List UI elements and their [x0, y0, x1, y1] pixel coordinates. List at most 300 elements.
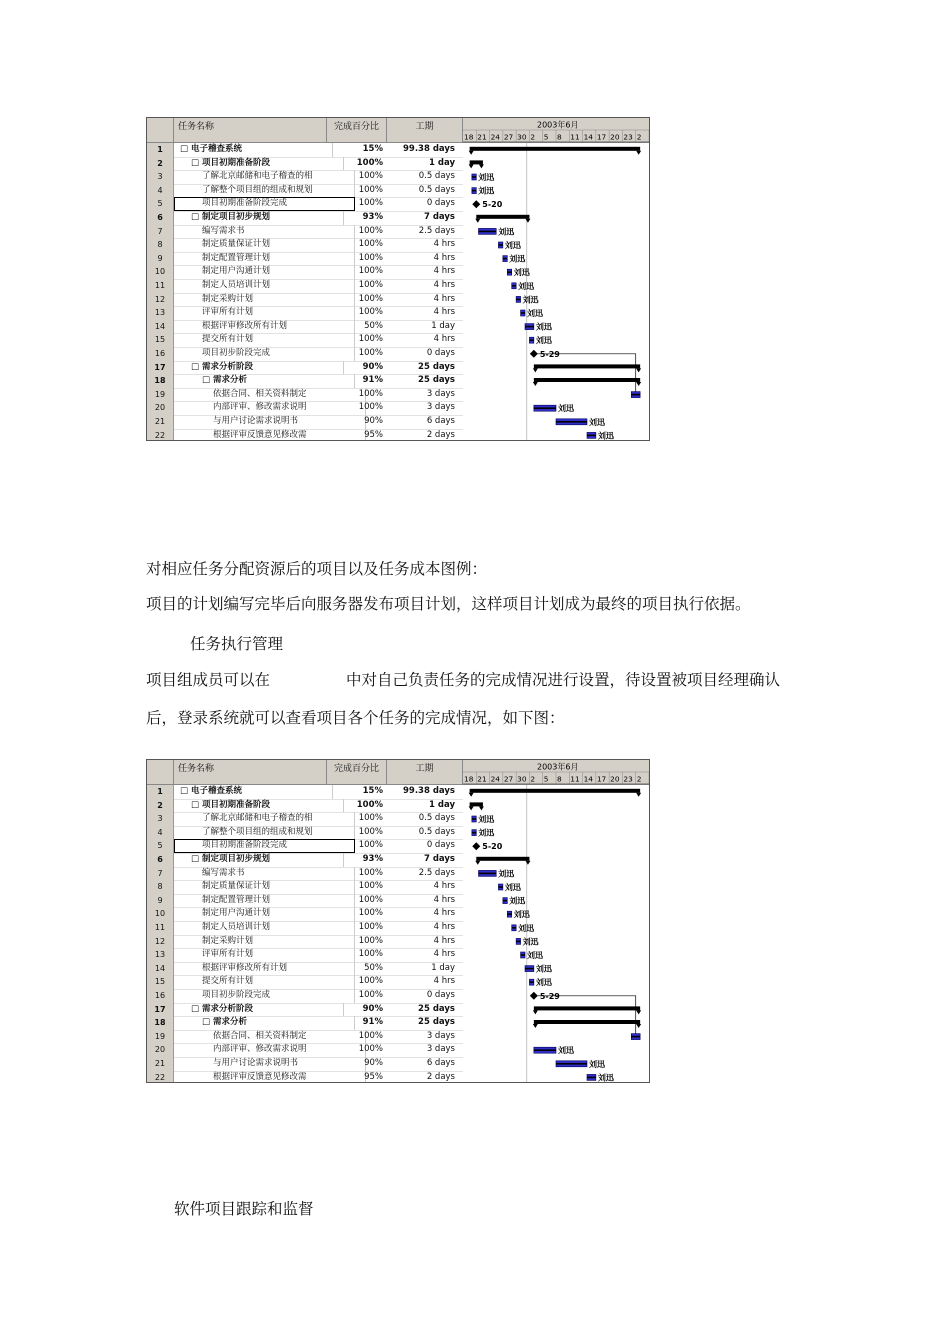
day-label: 5 [543, 774, 549, 784]
task-row[interactable] [147, 170, 463, 185]
row-number: 19 [147, 388, 174, 402]
task-percent: 100% [358, 935, 383, 946]
task-percent: 100% [358, 840, 383, 851]
task-name: 根据评审修改所有计划 [174, 962, 355, 976]
task-row[interactable] [147, 894, 463, 909]
gantt-chart [463, 760, 649, 1082]
row-number: 20 [147, 1043, 174, 1057]
task-duration: 4 hrs [433, 293, 455, 304]
task-row[interactable] [147, 143, 463, 158]
summary-bar [476, 215, 529, 219]
header-corner [147, 760, 174, 784]
para-view-progress: 后，登录系统就可以查看项目各个任务的完成情况，如下图： [146, 709, 565, 727]
row-number: 17 [147, 1003, 174, 1017]
day-label: 27 [503, 774, 514, 784]
task-name: 与用户讨论需求说明书 [174, 415, 366, 429]
task-row[interactable] [147, 880, 463, 895]
task-percent: 100% [356, 799, 383, 810]
day-label: 21 [477, 132, 487, 142]
milestone-diamond [530, 992, 538, 1000]
task-duration: 25 days [418, 1003, 455, 1014]
task-percent: 100% [358, 1044, 383, 1055]
day-label: 2 [636, 132, 642, 142]
header-percent[interactable]: 完成百分比 [327, 760, 387, 784]
task-row[interactable] [147, 867, 463, 882]
task-row[interactable] [147, 252, 463, 267]
task-duration: 4 hrs [433, 881, 455, 892]
task-percent: 100% [358, 867, 383, 878]
task-row[interactable] [147, 347, 463, 362]
task-percent: 100% [358, 990, 383, 1000]
task-row[interactable] [147, 962, 463, 977]
task-percent: 100% [358, 239, 383, 250]
summary-cap [469, 151, 474, 155]
task-progress [498, 244, 502, 246]
task-duration: 2 days [426, 429, 455, 440]
task-percent: 100% [358, 171, 383, 182]
task-duration: 3 days [426, 388, 455, 399]
task-name: 制定人员培训计划 [174, 921, 355, 935]
heading-tracking-monitoring: 软件项目跟踪和监督 [174, 1200, 314, 1218]
summary-cap [469, 806, 474, 810]
summary-cap [533, 1024, 538, 1028]
task-row[interactable] [147, 238, 463, 253]
task-percent: 15% [362, 786, 383, 796]
summary-cap [636, 1010, 641, 1014]
task-row[interactable] [147, 785, 463, 800]
task-duration: 25 days [418, 361, 455, 372]
summary-bar [470, 789, 640, 793]
row-number: 4 [147, 184, 174, 198]
task-row[interactable] [147, 333, 463, 348]
row-number: 20 [147, 401, 174, 415]
row-number: 1 [147, 785, 174, 799]
summary-cap [475, 861, 480, 865]
header-duration[interactable]: 工期 [387, 118, 463, 142]
task-duration: 4 hrs [433, 307, 455, 318]
day-label: 30 [517, 774, 527, 784]
resource-label: 刘迅 [558, 404, 574, 414]
task-percent: 100% [358, 198, 383, 209]
gantt-screenshot-1 [146, 117, 650, 441]
row-number: 19 [147, 1030, 174, 1044]
task-duration: 99.38 days [402, 144, 455, 154]
summary-cap [636, 793, 641, 797]
summary-cap [636, 151, 641, 155]
task-name: 了解整个项目组的组成和规划 [174, 826, 355, 840]
task-progress [525, 326, 534, 328]
task-duration: 1 day [429, 799, 455, 810]
day-label: 8 [557, 774, 562, 784]
task-row[interactable] [147, 799, 463, 814]
task-progress [631, 1036, 640, 1038]
task-progress [529, 981, 533, 983]
resource-label: 刘迅 [558, 1046, 574, 1056]
row-number: 15 [147, 975, 174, 989]
task-row[interactable] [147, 320, 463, 335]
resource-label: 刘迅 [589, 417, 605, 427]
task-duration: 3 days [426, 1044, 455, 1055]
task-row[interactable] [147, 839, 463, 854]
day-label: 8 [557, 132, 562, 142]
task-percent: 100% [358, 949, 383, 960]
row-number: 16 [147, 347, 174, 361]
day-label: 17 [596, 132, 607, 142]
day-label: 5 [543, 132, 549, 142]
task-row[interactable] [147, 184, 463, 199]
task-name: □ 制定项目初步规划 [174, 853, 344, 867]
resource-label: 刘迅 [509, 896, 526, 906]
task-progress [507, 913, 511, 915]
task-row[interactable] [147, 157, 463, 172]
task-duration: 4 hrs [433, 949, 455, 960]
summary-bar [534, 1020, 640, 1024]
task-row[interactable] [147, 211, 463, 226]
task-percent: 100% [358, 348, 383, 358]
resource-label: 刘迅 [498, 869, 515, 879]
task-percent: 93% [362, 854, 383, 864]
summary-cap [636, 368, 641, 372]
day-label: 14 [583, 774, 593, 784]
task-name: 编写需求书 [174, 225, 355, 239]
task-duration: 6 days [426, 1058, 455, 1068]
task-percent: 90% [364, 416, 383, 426]
task-percent: 90% [362, 1003, 383, 1014]
task-duration: 4 hrs [433, 334, 455, 345]
task-progress [516, 941, 520, 943]
summary-cap [469, 793, 474, 797]
task-name: 根据评审反馈意见修改需 [174, 1071, 366, 1083]
task-row[interactable] [147, 415, 463, 430]
row-number: 21 [147, 1057, 174, 1071]
task-name: 项目初期准备阶段完成 [174, 197, 355, 211]
row-number: 13 [147, 306, 174, 320]
resource-label: 刘迅 [597, 431, 614, 440]
task-row[interactable] [147, 921, 463, 936]
task-name: 了解北京邮储和电子稽查的相 [174, 170, 355, 184]
milestone-label: 5-29 [539, 349, 560, 359]
task-name: 提交所有计划 [174, 333, 355, 347]
day-label: 11 [570, 774, 580, 784]
task-name: □ 项目初期准备阶段 [174, 157, 344, 171]
resource-label: 刘迅 [527, 309, 543, 318]
task-row[interactable] [147, 826, 463, 841]
row-number: 5 [147, 197, 174, 211]
task-duration: 2.5 days [418, 867, 455, 878]
task-duration: 0.5 days [418, 813, 455, 824]
task-name: 制定质量保证计划 [174, 880, 355, 894]
row-number: 21 [147, 415, 174, 429]
row-number: 14 [147, 320, 174, 334]
task-row[interactable] [147, 1043, 463, 1058]
task-name: 制定采购计划 [174, 935, 355, 949]
summary-cap [469, 164, 474, 168]
task-progress [512, 285, 516, 287]
day-label: 11 [570, 132, 580, 142]
task-duration: 6 days [426, 416, 455, 426]
task-name: 了解整个项目组的组成和规划 [174, 184, 355, 198]
task-progress [507, 271, 511, 273]
task-row[interactable] [147, 225, 463, 240]
row-number: 2 [147, 799, 174, 813]
task-duration: 1 day [431, 320, 455, 331]
task-duration: 4 hrs [433, 266, 455, 277]
milestone-diamond [472, 200, 480, 208]
task-duration: 4 hrs [433, 908, 455, 919]
row-number: 3 [147, 812, 174, 826]
task-percent: 100% [358, 252, 383, 263]
task-row[interactable] [147, 279, 463, 294]
task-name: 制定配置管理计划 [174, 252, 355, 266]
row-number: 16 [147, 989, 174, 1003]
task-percent: 100% [358, 293, 383, 304]
row-number: 22 [147, 429, 174, 441]
task-progress [631, 394, 640, 396]
task-progress [472, 176, 476, 178]
resource-label: 刘迅 [478, 828, 495, 838]
resource-label: 刘迅 [478, 173, 495, 182]
task-progress [472, 190, 476, 192]
task-duration: 0 days [426, 840, 455, 851]
task-percent: 100% [358, 334, 383, 345]
task-row[interactable] [147, 306, 463, 321]
row-number: 17 [147, 361, 174, 375]
task-percent: 93% [362, 212, 383, 222]
task-name: 依据合同、相关资料制定 [174, 1030, 366, 1044]
task-row[interactable] [147, 197, 463, 212]
task-progress [529, 339, 533, 341]
task-name: □ 需求分析阶段 [174, 361, 344, 375]
task-row[interactable] [147, 401, 463, 416]
task-percent: 100% [358, 826, 383, 837]
task-percent: 91% [362, 375, 383, 386]
task-row[interactable] [147, 1016, 463, 1031]
row-number: 9 [147, 252, 174, 266]
task-progress [479, 231, 497, 233]
task-percent: 91% [362, 1017, 383, 1028]
task-duration: 25 days [418, 375, 455, 386]
header-task-name[interactable]: 任务名称 [174, 118, 327, 142]
resource-label: 刘迅 [522, 937, 539, 947]
task-duration: 2 days [426, 1071, 455, 1082]
resource-label: 刘迅 [504, 883, 521, 892]
task-progress [556, 1063, 587, 1065]
task-percent: 100% [358, 402, 383, 413]
header-task-name[interactable]: 任务名称 [174, 760, 327, 784]
resource-label: 刘迅 [513, 268, 530, 278]
task-duration: 4 hrs [433, 894, 455, 905]
day-label: 18 [464, 774, 474, 784]
task-duration: 4 hrs [433, 935, 455, 946]
task-name: 项目初期准备阶段完成 [174, 839, 355, 853]
row-number: 18 [147, 1016, 174, 1030]
row-number: 9 [147, 894, 174, 908]
day-label: 20 [610, 774, 620, 784]
task-percent: 15% [362, 144, 383, 154]
task-row[interactable] [147, 361, 463, 376]
resource-label: 刘迅 [478, 186, 495, 196]
task-duration: 4 hrs [433, 280, 455, 290]
task-progress [525, 968, 534, 970]
task-percent: 90% [362, 361, 383, 372]
task-name: 制定配置管理计划 [174, 894, 355, 908]
month-label: 2003年6月 [537, 120, 579, 130]
row-number: 6 [147, 211, 174, 225]
resource-label: 刘迅 [498, 227, 515, 237]
task-name: 内部评审、修改需求说明 [174, 1043, 366, 1057]
row-number: 10 [147, 907, 174, 921]
summary-bar [476, 857, 529, 861]
task-duration: 4 hrs [433, 252, 455, 263]
header-duration[interactable]: 工期 [387, 760, 463, 784]
row-number: 14 [147, 962, 174, 976]
row-number: 22 [147, 1071, 174, 1083]
header-corner [147, 118, 174, 142]
header-percent[interactable]: 完成百分比 [327, 118, 387, 142]
task-row[interactable] [147, 429, 463, 441]
summary-bar [470, 802, 483, 806]
task-row[interactable] [147, 812, 463, 827]
task-name: □ 需求分析 [174, 374, 355, 388]
resource-label: 刘迅 [589, 1059, 605, 1069]
summary-cap [636, 382, 641, 386]
task-row[interactable] [147, 265, 463, 280]
task-percent: 100% [358, 307, 383, 318]
row-number: 11 [147, 921, 174, 935]
task-name: □ 项目初期准备阶段 [174, 799, 344, 813]
milestone-label: 5-20 [482, 200, 503, 210]
task-row[interactable] [147, 388, 463, 403]
task-percent: 50% [364, 320, 383, 331]
task-name: 与用户讨论需求说明书 [174, 1057, 366, 1071]
task-name: 提交所有计划 [174, 975, 355, 989]
day-label: 2 [530, 132, 536, 142]
summary-cap [525, 861, 530, 865]
task-percent: 100% [358, 388, 383, 399]
task-percent: 95% [364, 429, 383, 440]
task-progress [521, 312, 525, 314]
task-percent: 50% [364, 962, 383, 973]
task-row[interactable] [147, 374, 463, 389]
day-label: 20 [610, 132, 620, 142]
task-percent: 100% [358, 266, 383, 277]
task-name: □ 制定项目初步规划 [174, 211, 344, 225]
row-number: 8 [147, 880, 174, 894]
row-number: 7 [147, 867, 174, 881]
summary-cap [636, 1024, 641, 1028]
task-row[interactable] [147, 989, 463, 1004]
task-progress [516, 299, 520, 301]
resource-label: 刘迅 [535, 336, 552, 346]
resource-label: 刘迅 [597, 1073, 614, 1082]
task-name: 依据合同、相关资料制定 [174, 388, 366, 402]
task-percent: 100% [358, 225, 383, 236]
task-duration: 7 days [423, 854, 455, 864]
task-row[interactable] [147, 1030, 463, 1045]
task-name: 制定采购计划 [174, 293, 355, 307]
summary-cap [533, 382, 538, 386]
task-progress [534, 407, 556, 409]
task-percent: 95% [364, 1071, 383, 1082]
task-duration: 0 days [426, 198, 455, 209]
task-progress [512, 927, 516, 929]
day-label: 24 [490, 774, 500, 784]
task-row[interactable] [147, 853, 463, 868]
task-percent: 100% [358, 976, 383, 987]
task-progress [498, 886, 502, 888]
row-number: 12 [147, 935, 174, 949]
resource-label: 刘迅 [518, 281, 535, 291]
task-duration: 25 days [418, 1017, 455, 1028]
summary-cap [475, 219, 480, 223]
para-member-setting-b: 中对自己负责任务的完成情况进行设置，待设置被项目经理确认 [346, 671, 781, 689]
task-row[interactable] [147, 1003, 463, 1018]
row-number: 13 [147, 948, 174, 962]
task-duration: 2.5 days [418, 225, 455, 236]
task-row[interactable] [147, 907, 463, 922]
gantt-screenshot-2 [146, 759, 650, 1083]
task-name: 内部评审、修改需求说明 [174, 401, 366, 415]
summary-bar [470, 147, 640, 151]
task-duration: 1 day [431, 962, 455, 973]
task-row[interactable] [147, 293, 463, 308]
task-name: 评审所有计划 [174, 306, 355, 320]
summary-cap [479, 164, 484, 168]
heading-task-execution: 任务执行管理 [190, 635, 284, 653]
task-duration: 99.38 days [402, 786, 455, 796]
row-number: 8 [147, 238, 174, 252]
resource-label: 刘迅 [522, 295, 539, 305]
resource-label: 刘迅 [527, 951, 543, 960]
task-name: 项目初步阶段完成 [174, 989, 355, 1003]
summary-cap [533, 1010, 538, 1014]
task-row[interactable] [147, 948, 463, 963]
task-row[interactable] [147, 975, 463, 990]
task-progress [521, 954, 525, 956]
task-duration: 3 days [426, 402, 455, 413]
task-name: □ 电子稽查系统 [174, 143, 333, 157]
summary-cap [525, 219, 530, 223]
task-duration: 0 days [426, 990, 455, 1000]
task-progress [587, 1077, 596, 1079]
summary-cap [533, 368, 538, 372]
task-row[interactable] [147, 935, 463, 950]
task-progress [479, 873, 497, 875]
day-label: 23 [623, 774, 633, 784]
task-row[interactable] [147, 1071, 463, 1083]
task-duration: 4 hrs [433, 976, 455, 987]
task-percent: 100% [358, 184, 383, 195]
task-name: 了解北京邮储和电子稽查的相 [174, 812, 355, 826]
task-percent: 100% [358, 1030, 383, 1041]
para-resource-cost: 对相应任务分配资源后的项目以及任务成本图例： [146, 560, 488, 578]
task-progress [503, 900, 507, 902]
summary-bar [534, 1006, 640, 1010]
row-number: 3 [147, 170, 174, 184]
task-duration: 0.5 days [418, 826, 455, 837]
task-duration: 0.5 days [418, 171, 455, 182]
task-percent: 100% [358, 813, 383, 824]
summary-cap [479, 806, 484, 810]
day-label: 27 [503, 132, 514, 142]
gantt-chart [463, 118, 649, 440]
task-progress [556, 421, 587, 423]
resource-label: 刘迅 [513, 910, 530, 920]
summary-bar [534, 378, 640, 382]
row-number: 10 [147, 265, 174, 279]
task-row[interactable] [147, 1057, 463, 1072]
task-percent: 100% [358, 922, 383, 932]
